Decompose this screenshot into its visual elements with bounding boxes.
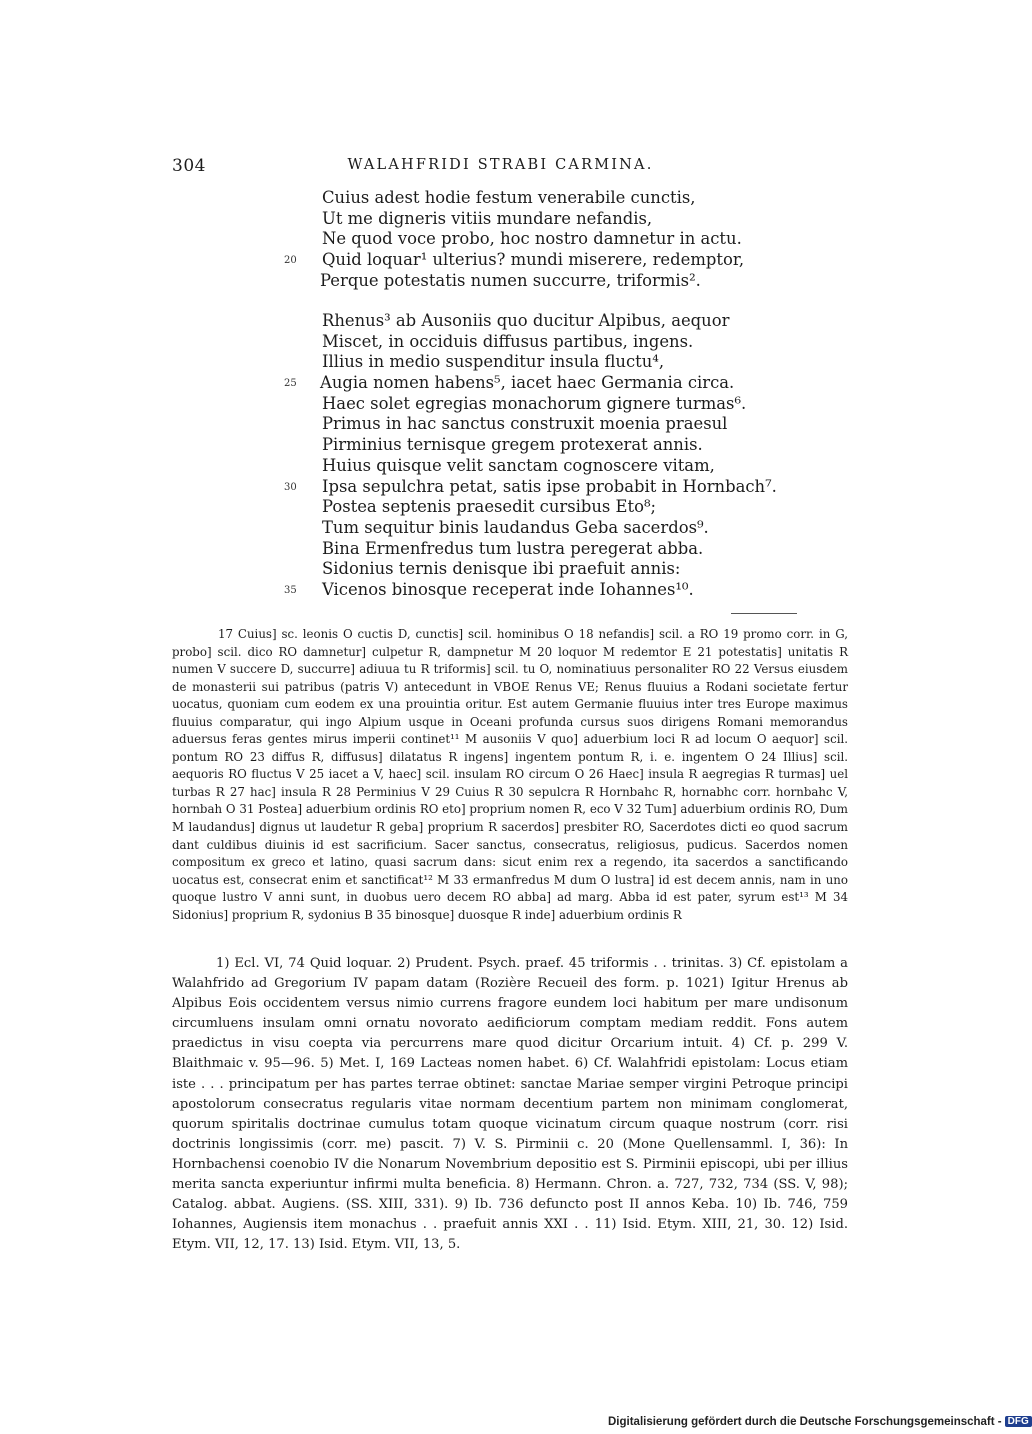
verse-text: Sidonius ternis denisque ibi praefuit annis: [322, 559, 681, 579]
line-number: 25 [284, 378, 297, 390]
verse-line [0, 250, 1000, 271]
verse-text: Primus in hac sanctus construxit moenia praesul [322, 414, 728, 434]
footnotes-text: 1) Ecl. VI, 74 Quid loquar. 2) Prudent. Psych. praef. 45 triformis . . trinitas. 3) Cf. epistolam a Walahfrido ad Gregorium IV papam datam (Rozière Recueil des form. p. 1021) Igitur Hrenus ab Alpibus Eois occidentem versus nimio currens fragore eundem loci habitum per mare undisonum circumluens insulam omni ornatu novorato aedificiorum comptam mediam reddit. Fons autem praedictus in visu coepta via percurrens mare quod dicitur Orcarium intuit. 4) Cf. p. 299 V. Blaithmaic v. 95—96. 5) Met. I, 169 Lacteas nomen habet. 6) Cf. Walahfridi epistolam: Locus etiam iste . . . principatum per has partes terrae obtinet: sanctae Mariae semper virgini Petroque principi apostolorum consecratus regularis vitae normam decentium partem non minimam conglomerat, quorum spiritalis doctrinae cumulus totam quoque vicinatum circum quaque nostrum (corr. risi doctrinis longissimis (corr. me) pascit. 7) V. S. Pirminii c. 20 (Mone Quellensamml. I, 36): In Hornbachensi coenobio IV die Nonarum Novembrium depositio est S. Pirminii episcopi, ubi per illius merita sancta experiuntur infirmi multa beneficia. 8) Hermann. Chron. a. 727, 732, 734 (SS. V, 98); Catalog. abbat. Augiens. (SS. XIII, 331). 9) Ib. 736 defuncto post II annos Keba. 10) Ib. 746, 759 Iohannes, Augiensis item monachus . . praefuit annis XXI . . 11) Isid. Etym. XIII, 21, 30. 12) Isid. Etym. VII, 12, 17. 13) Isid. Etym. VII, 13, 5. [172, 956, 848, 1253]
verse-text: Ne quod voce probo, hoc nostro damnetur in actu. [322, 229, 742, 249]
verse-text: Postea septenis praesedit cursibus Eto⁸; [322, 497, 657, 517]
verse-text: Tum sequitur binis laudandus Geba sacerdos⁹. [322, 517, 709, 537]
verse-text: Illius in medio suspenditur insula fluctu⁴, [322, 352, 665, 372]
line-number: 30 [284, 481, 297, 493]
verse-line [0, 435, 1000, 456]
verse-text: Miscet, in occiduis diffusus partibus, ingens. [322, 331, 694, 351]
verse-text: Cuius adest hodie festum venerabile cunctis, [322, 188, 696, 207]
verse-line [0, 559, 1000, 580]
verse-line [0, 414, 1000, 435]
verse-line [0, 394, 1000, 415]
verse-line [0, 229, 1000, 250]
verse-text: Ut me digneris vitiis mundare nefandis, [322, 208, 653, 228]
verse-line [0, 271, 1000, 292]
apparatus-text: 17 Cuius] sc. leonis O cuctis D, cunctis] scil. hominibus O 18 nefandis] scil. a RO 19 promo corr. in G, probo] scil. dico RO damnetur] culpetur R, dampnetur M 20 loquor M redemtor E 21 potestatis] unitatis R numen V succere D, succurre] adiuua tu R triformis] scil. tu O, nominatiuus personaliter RO 22 Versus eiusdem de monasterii sui patribus (patris V) antecedunt in VBOE Renus VE; Renus fluuius a Rodani societate fertur uocatus, quoniam cum eodem ex una prouintia oritur. Est autem Germanie fluuius inter tres Europe maximus fluuius comparatur, qui ingo Alpium usque in Oceani profunda cursus suos dirigens Romani memorandus aduersus feras gentes mirus imperii continet¹¹ M ausoniis V quo] aduerbium loci R ad locum O aequor] scil. pontum RO 23 diffus R, diffusus] dilatatus R ingens] ingentem pontum R, i. e. ingentem O 24 Illius] scil. aequoris RO fluctus V 25 iacet a V, haec] scil. insulam RO circum O 26 Haec] insula R aegregias R turmas] uel turbas R 27 hac] insula R 28 Perminius V 29 Cuius R 30 sepulcra R Hornbahc R, hornabhc corr. hornbahc V, hornbah O 31 Postea] aduerbium ordinis RO eto] proprium nomen R, eco V 32 Tum] aduerbium ordinis RO, Dum M laudandus] dignus ut laudetur R geba] proprium R sacerdos] presbiter RO, Sacerdotes dicti eo quod sacrum dant culdibus diuinis id est sacrificium. Sacer sanctus, consecratus, religiosus, pudicus. Sacerdos nomen compositum ex greco et latino, quasi sacrum dans: sicut enim rex a regendo, ita sacerdos a sanctificando uocatus est, consecrat enim et sanctificat¹² M 33 ermanfredus M dum O lustra] id est decem annis, nam in uno quoque lustro V anni sunt, in duobus uero decem RO abba] ad marg. Abba id est pater, syrum est¹³ M 34 Sidonius] proprium R, sydonius B 35 binosque] duosque R inde] aduerbium ordinis R [172, 627, 848, 922]
credit-text: Digitalisierung gefördert durch die Deutsche Forschungsgemeinschaft - [608, 1416, 1002, 1428]
line-number: 20 [284, 255, 297, 267]
verse-text: Ipsa sepulchra petat, satis ipse probabit in Hornbach⁷. [322, 476, 777, 496]
verse-line [0, 209, 1000, 230]
verse-text: Augia nomen habens⁵, iacet haec Germania circa. [320, 373, 735, 393]
verse-line [0, 456, 1000, 477]
footnotes [172, 954, 848, 1255]
verse-line [0, 311, 1000, 332]
verse-line [0, 332, 1000, 353]
verse-text: Bina Ermenfredus tum lustra peregerat abba. [322, 538, 704, 558]
verse-line [0, 352, 1000, 373]
running-head [172, 156, 829, 180]
verse-line [0, 518, 1000, 539]
verse-text: Rhenus³ ab Ausoniis quo ducitur Alpibus, aequor [322, 311, 730, 330]
line-number: 35 [284, 584, 297, 596]
verse-line [0, 539, 1000, 560]
verse-line [0, 188, 1000, 209]
verse-text: Quid loquar¹ ulterius? mundi miserere, redemptor, [322, 250, 745, 270]
verse-block-2 [0, 311, 1000, 601]
critical-apparatus [172, 626, 848, 924]
verse-text: Vicenos binosque receperat inde Iohannes¹⁰. [322, 579, 694, 599]
verse-block-1 [0, 188, 1000, 291]
verse-text: Perque potestatis numen succurre, triformis². [320, 270, 701, 290]
running-title: WALAHFRIDI STRABI CARMINA. [347, 157, 654, 173]
verse-text: Haec solet egregias monachorum gignere turmas⁶. [322, 393, 747, 413]
page-number: 304 [172, 156, 206, 176]
verse-line [0, 477, 1000, 498]
dfg-logo: DFG [1005, 1416, 1032, 1427]
verse-text: Pirminius ternisque gregem protexerat annis. [322, 435, 703, 455]
digitization-credit [608, 1416, 1032, 1432]
verse-line [0, 497, 1000, 518]
separator-rule [731, 613, 797, 614]
verse-line [0, 373, 1000, 394]
verse-line [0, 580, 1000, 601]
verse-text: Huius quisque velit sanctam cognoscere vitam, [322, 455, 715, 475]
